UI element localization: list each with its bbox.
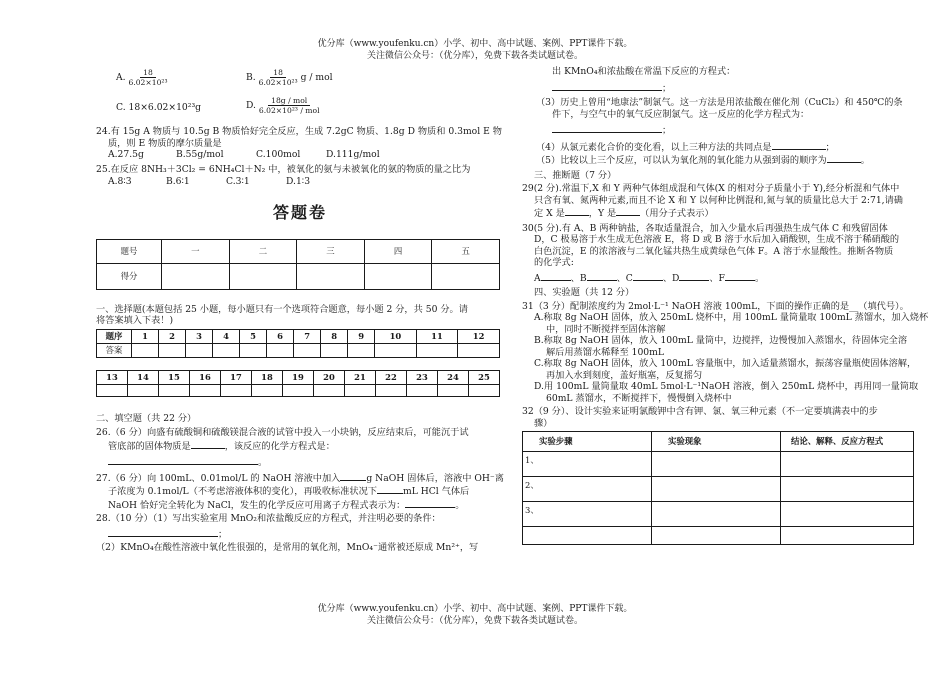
question-30: 30(5 分).有 A、B 两种钠盐，各取适量混合，加入少量水后再强热生成气体 C 和残留固体 D，C 极易溶于水生成无色溶液 E，将 D 或 B 溶于水后加入硝酸钡，生成不溶于稀硝酸的 白色沉淀，E 的浓溶液与二氧化锰共热生成黄绿色气体 F。A 溶于水显酸性。推断各物质 的化学式: A 、B 、C 、D 、F 。 — [522, 223, 924, 285]
answer-cell[interactable] — [283, 384, 314, 396]
q23-option-c: C. 18×6.02×10²³g — [116, 102, 202, 113]
q30-blank-d[interactable] — [679, 271, 709, 281]
answer-table-2-answers — [97, 384, 500, 396]
q30-answers: A 、B 、C 、D 、F 。 — [534, 272, 765, 284]
experiment-cell[interactable] — [781, 452, 914, 477]
q30-blank-c[interactable] — [633, 271, 663, 281]
experiment-table-header: 实验步骤 实验现象 结论、解释、反应方程式 — [523, 432, 914, 452]
section-4-heading: 四、实验题（共 12 分） — [534, 287, 635, 298]
q23-option-a: A. $\frac{18}{\text{6.02×10²³}}$ — [116, 68, 168, 87]
score-table — [96, 239, 500, 290]
answer-cell[interactable] — [213, 343, 240, 357]
q23-option-b: B. $\frac{18}{\text{6.02×10²³}}$ g / mol — [246, 68, 333, 87]
answer-cell[interactable] — [128, 384, 159, 396]
question-25: 25.在反应 8NH₃＋3Cl₂ = 6NH₄Cl＋N₂ 中，被氧化的氨与未被氧化的氨的物质的量之比为 A.8∶3 B.6∶1 C.3∶1 D.1∶3 — [96, 164, 504, 189]
q28-blank-4[interactable] — [772, 140, 826, 150]
q23-options — [96, 66, 504, 116]
q29-blank-x[interactable] — [565, 206, 589, 216]
answer-cell[interactable] — [190, 384, 221, 396]
experiment-row: 1、 — [523, 452, 914, 477]
answer-cell[interactable] — [407, 384, 438, 396]
header-line-2: 关注微信公众号：（优分库），免费下载各类试题试卷。 — [366, 51, 583, 61]
q27-blank-1[interactable] — [340, 471, 366, 481]
q29-blank-y[interactable] — [616, 206, 640, 216]
question-32: 32（9 分）、设计实验来证明氯酸钾中含有钾、氯、氧三种元素（不一定要填满表中的步 骤） — [522, 406, 878, 429]
q26-blank-2[interactable] — [108, 455, 258, 465]
answer-table-1-answers: 答案 — [97, 343, 500, 357]
answer-cell[interactable] — [159, 384, 190, 396]
answer-cell[interactable] — [416, 343, 458, 357]
question-27: 27.（6 分）向 100mL、0.01mol/L 的 NaOH 溶液中加入 g NaOH 固体后，溶液中 OH⁻离 子浓度为 0.1mol/L（不考虑溶液体积的变化），再吸收标准状况下 mL HCl 气体后 NaOH 恰好完全转化为 NaCl，发生的化学反应可用离子方程式表示为： 。 — [96, 472, 504, 511]
page-header — [0, 38, 950, 62]
answer-cell[interactable] — [314, 384, 345, 396]
experiment-row — [523, 527, 914, 545]
score-table-score-row: 得分 — [97, 263, 500, 289]
answer-cell[interactable] — [345, 384, 376, 396]
experiment-row: 2、 — [523, 477, 914, 502]
experiment-cell[interactable] — [652, 452, 781, 477]
score-table-header-row: 题号 一 二 三 四 五 — [97, 239, 500, 263]
question-29: 29(2 分).常温下,X 和 Y 两种气体组成混和气体(X 的相对分子质量小于 Y),经分析混和气体中 只含有氧、氮两种元素,而且不论 X 和 Y 以何种比例混和,氮与氧的质量比总大于 2:71,请确 定 X 是 ，Y 是 （用分子式表示） — [522, 183, 903, 219]
q30-blank-b[interactable] — [587, 271, 617, 281]
experiment-cell[interactable] — [781, 477, 914, 502]
q25-options: A.8∶3 B.6∶1 C.3∶1 D.1∶3 — [108, 175, 311, 187]
section-2-heading: 二、填空题（共 22 分） — [96, 412, 197, 424]
experiment-cell[interactable] — [652, 502, 781, 527]
answer-sheet-title: 答题卷 — [272, 202, 327, 222]
experiment-cell[interactable] — [652, 527, 781, 545]
q28-blank-2[interactable] — [552, 81, 662, 91]
experiment-table — [522, 431, 914, 545]
answer-cell[interactable] — [252, 384, 283, 396]
answer-cell[interactable] — [469, 384, 500, 396]
answer-table-2-header: 13 14 15 16 17 18 19 20 21 22 23 24 25 — [97, 370, 500, 384]
score-cell[interactable] — [229, 263, 297, 289]
answer-cell[interactable] — [294, 343, 321, 357]
section-1-heading: 一、选择题(本题包括 25 小题，每小题只有一个选项符合题意，每小题 2 分，共 50 分。请 将答案填入下表！) — [96, 303, 468, 326]
q28-blank-1[interactable] — [108, 527, 218, 537]
answer-cell[interactable] — [97, 384, 128, 396]
header-line-1: 优分库（www.youfenku.cn）小学、初中、高中试题、案例、PPT课件下载。 — [317, 39, 633, 49]
answer-cell[interactable] — [376, 384, 407, 396]
answer-cell[interactable] — [267, 343, 294, 357]
q28-blank-3[interactable] — [552, 123, 662, 133]
experiment-row: 3、 — [523, 502, 914, 527]
answer-cell[interactable] — [132, 343, 159, 357]
answer-cell[interactable] — [321, 343, 348, 357]
question-26: 26.（6 分）向盛有硫酸铜和硫酸镁混合液的试管中投入一小块钠，反应结束后，可能沉于试 管底部的固体物质是 ，该反应的化学方程式是： 。 — [96, 427, 469, 468]
q30-blank-f[interactable] — [725, 271, 755, 281]
q28-blank-5[interactable] — [827, 153, 861, 163]
score-cell[interactable] — [162, 263, 230, 289]
score-cell[interactable] — [364, 263, 432, 289]
q30-blank-a[interactable] — [541, 271, 571, 281]
question-24: 24.有 15g A 物质与 10.5g B 物质恰好完全反应，生成 7.2gC 物质、1.8g D 物质和 0.3mol E 物 质，则 E 物质的摩尔质量是 A.27.5g B.55g/mol C.100mol D.111g/mol — [96, 126, 504, 162]
q24-options: A.27.5g B.55g/mol C.100mol D.111g/mol — [108, 149, 380, 160]
experiment-cell[interactable] — [781, 502, 914, 527]
right-column: 出 KMnO₄和浓盐酸在常温下反应的方程式： ； （3）历史上曾用“地康法”制氯气。这一方法是用浓盐酸在催化剂（CuCl₂）和 450℃的条 件下，与空气中的氧气反应制氯气。这一反应的化学方程式为： ； （4）从氯元素化合价的变化看，以上三种方法的共同点是 ； （5）比较以上三个反应，可以认为氧化剂的氧化能力从强到弱的顺序为 。 三、推断题（7 分） 29(2 分).常温下,X 和 Y 两种气体组成混和气体(X 的相对分子质量小于 Y),经分析混和气体中 只含有氧、氮两种元素,而且不论 X 和 Y 以何种比例混和,氮与氧的质量比总大于 2:71,请确 定 X 是 ，Y 是 （用分子式表示） 30(5 分).有 A、B 两种钠盐，各取适量混合，加入少量水后再强热生成气体 C 和残留固体 D，C 极易溶于水生成无色溶液 E，将 D 或 B 溶于水后加入硝酸钡，生成不溶于稀硝酸的 白色沉淀，E 的浓溶液与二氧化锰共热生成黄绿色气体 F。A 溶于水显酸性。推断各物质 的化学式: A 、B 、C 、D 、F 。 四、实验题（共 12 分） 31（3 分）配制浓度约为 2mol·L⁻¹ NaOH 溶液 100mL，下面的操作正确的是__（填代号）。 A.称取 8g NaOH 固体，放入 250mL 烧杯中，用 100mL 量筒量取 100mL 蒸馏水，加入烧杯 中，同时不断搅拌至固体溶解 B.称取 8g NaOH 固体，放入 100mL 量筒中，边搅拌，边慢慢加入蒸馏水，待固体完全溶 解后用蒸馏水稀释至 100mL C.称取 8g NaOH 固体，放入 100mL 容量瓶中，加入适量蒸馏水，振荡容量瓶使固体溶解， 再加入水到刻度，盖好瓶塞，反复摇匀 D.用 100mL 量筒量取 40mL 5mol·L⁻¹NaOH 溶液，倒入 250mL 烧杯中，再用同一量筒取 60mL 蒸馏水，不断搅拌下，慢慢倒入烧杯中 32（9 分）、设计实验来证明氯酸钾中含有钾、氯、氧三种元素（不一定要填满表中的步 骤） 实验步骤 实验现象 结论、解释、反应方程式 1、 2、 3、 — [522, 66, 924, 545]
answer-table-2 — [96, 370, 500, 397]
answer-cell[interactable] — [240, 343, 267, 357]
q26-blank-1[interactable] — [191, 439, 225, 449]
footer-line-1: 优分库（www.youfenku.cn）小学、初中、高中试题、案例、PPT课件下载。 — [317, 604, 633, 614]
q27-blank-2[interactable] — [377, 484, 403, 494]
section-3-heading: 三、推断题（7 分） — [534, 169, 617, 181]
answer-table-1-header: 题序 1 2 3 4 5 6 7 8 9 10 11 12 — [97, 329, 500, 343]
answer-cell[interactable] — [438, 384, 469, 396]
question-31: 31（3 分）配制浓度约为 2mol·L⁻¹ NaOH 溶液 100mL，下面的操作正确的是__（填代号）。 A.称取 8g NaOH 固体，放入 250mL 烧杯中，用 100mL 量筒量取 100mL 蒸馏水，加入烧杯 中，同时不断搅拌至固体溶解 B.称取 8g NaOH 固体，放入 100mL 量筒中，边搅拌，边慢慢加入蒸馏水，待固体完全溶 解后用蒸馏水稀释至 100mL C.称取 8g NaOH 固体，放入 100mL 容量瓶中，加入适量蒸馏水，振荡容量瓶使固体溶解， 再加入水到刻度，盖好瓶塞，反复摇匀 D.用 100mL 量筒量取 40mL 5mol·L⁻¹NaOH 溶液，倒入 250mL 烧杯中，再用同一量筒取 60mL 蒸馏水，不断搅拌下，慢慢倒入烧杯中 — [522, 300, 929, 404]
question-28: 28.（10 分）（1）写出实验室用 MnO₂和浓盐酸反应的方程式，并注明必要的条件： ； （2）KMnO₄在酸性溶液中氧化性很强的，是常用的氧化剂，MnO₄⁻通常被还原成 Mn²⁺，写 — [96, 513, 479, 553]
answer-cell[interactable] — [159, 343, 186, 357]
experiment-cell[interactable] — [652, 477, 781, 502]
score-cell[interactable] — [297, 263, 365, 289]
answer-table-1 — [96, 329, 500, 358]
page-footer — [0, 603, 950, 627]
q27-blank-3[interactable] — [405, 498, 455, 508]
left-column — [96, 66, 504, 554]
footer-line-2: 关注微信公众号：（优分库），免费下载各类试题试卷。 — [366, 616, 583, 626]
experiment-cell[interactable] — [781, 527, 914, 545]
answer-cell[interactable] — [186, 343, 213, 357]
answer-cell[interactable] — [221, 384, 252, 396]
answer-cell[interactable] — [458, 343, 500, 357]
q23-option-d: D. $\frac{\text{18g / mol}}{\text{6.02×10²³ / mol}}$ — [246, 96, 320, 115]
score-cell[interactable] — [432, 263, 500, 289]
answer-cell[interactable] — [375, 343, 417, 357]
answer-cell[interactable] — [348, 343, 375, 357]
